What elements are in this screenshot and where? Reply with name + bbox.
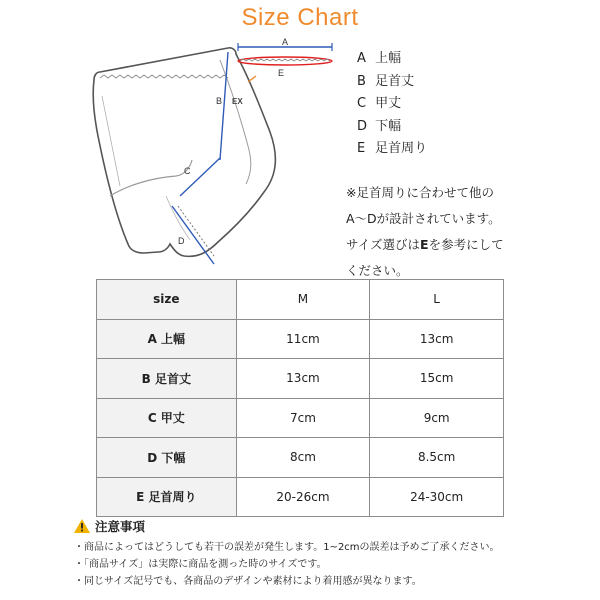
cell-value: 7cm — [236, 398, 370, 438]
table-header-m: M — [236, 280, 370, 320]
table-header-l: L — [370, 280, 504, 320]
legend-item-e: E 足首周り — [357, 141, 428, 156]
legend-item-b: B 足首丈 — [357, 73, 415, 89]
cell-value: 24-30cm — [370, 477, 504, 517]
row-label: D 下幅 — [97, 438, 237, 478]
list-item: ・商品によってはどうしても若干の誤差が発生します。1~2cmの誤差は予めご了承ください。 — [74, 542, 500, 553]
legend-item-d: D 下幅 — [357, 118, 402, 134]
list-item: ・「商品サイズ」は実際に商品を測った時のサイズです。 — [74, 559, 327, 570]
page-title: Size Chart — [241, 4, 359, 31]
list-item: ・同じサイズ記号でも、各商品のデザインや素材により着用感が異なります。 — [74, 576, 422, 587]
measurement-legend — [357, 48, 427, 161]
cell-value: 8.5cm — [370, 438, 504, 478]
ankle-zigzag — [240, 59, 330, 61]
table-header-size: size — [97, 280, 237, 320]
table-row — [97, 319, 504, 359]
row-label: A 上幅 — [97, 319, 237, 359]
measure-c-label: C — [184, 166, 191, 176]
cell-value: 8cm — [236, 438, 370, 478]
table-row — [97, 359, 504, 399]
legend-item-a: A 上幅 — [357, 51, 402, 66]
cell-value: 11cm — [236, 319, 370, 359]
caution-heading: 注意事項 — [74, 517, 500, 535]
cell-value: 13cm — [370, 319, 504, 359]
cell-value: 15cm — [370, 359, 504, 399]
cell-value: 20-26cm — [236, 477, 370, 517]
brand-mark: EX — [232, 97, 243, 106]
measure-e-label-line — [248, 76, 256, 82]
table-header-row — [97, 280, 504, 320]
table-row — [97, 398, 504, 438]
measure-b-label: B — [216, 96, 223, 106]
measure-d-label: D — [178, 236, 185, 246]
cell-value: 9cm — [370, 398, 504, 438]
table-row — [97, 477, 504, 517]
measure-e-label: E — [278, 68, 285, 78]
sizing-note: ※足首周りに合わせて他の A〜Dが設計されています。 サイズ選びはEを参考にして ください。 — [346, 185, 504, 278]
row-label: B 足首丈 — [97, 359, 237, 399]
row-label: E 足首周り — [97, 477, 237, 517]
sock-diagram — [80, 36, 350, 276]
measure-a-label: A — [282, 37, 289, 47]
table-row — [97, 438, 504, 478]
row-label: C 甲丈 — [97, 398, 237, 438]
caution-section — [74, 517, 500, 590]
legend-item-c: C 甲丈 — [357, 96, 402, 111]
sock-outline — [93, 48, 275, 257]
cell-value: 13cm — [236, 359, 370, 399]
size-table — [96, 279, 504, 517]
caution-list — [74, 539, 500, 590]
warning-icon — [74, 519, 90, 533]
